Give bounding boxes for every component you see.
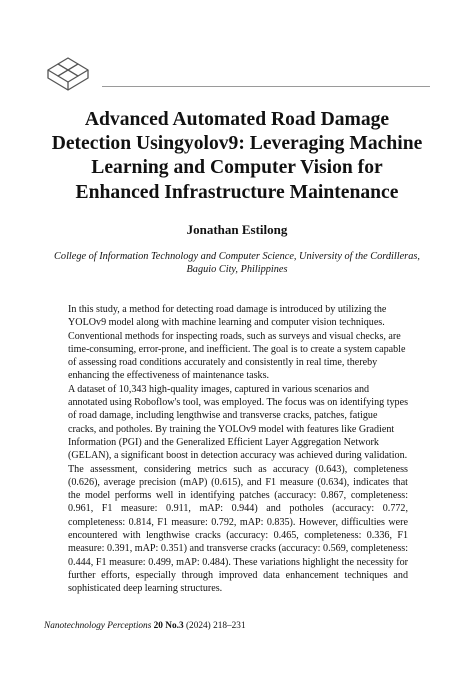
title-line: Advanced Automated Road Damage — [84, 109, 390, 130]
cube-logo-icon — [44, 56, 92, 92]
abstract — [68, 303, 408, 596]
author-affiliation — [36, 250, 438, 277]
affiliation-line: College of Information Technology and Computer Science, University of the Cordilleras, — [54, 251, 420, 262]
title-line: Learning and Computer Vision for — [91, 157, 383, 179]
abstract-paragraph: In this study, a method for detecting road damage is introduced by utilizing the YOLOv9 model along with machine learning and computer vision techniques. Conventional methods for inspecting roads, such as surveys and visual checks, are time-consuming, error-prone, and inefficient. The goal is to create a system capable of assessing road conditions accurately and consistently in real time, thereby enhancing the effectiveness of maintenance tasks. — [68, 304, 406, 382]
abstract-paragraph: A dataset of 10,343 high-quality images, captured in various scenarios and annotated using Roboflow's tool, was employed. The focus was on identifying types of road damage, including lengthwise and transverse cracks, patches, fatigue cracks, and potholes. By training the YOLOv9 model with features like Gradient Information (PGI) and the Generalized Efficient Layer Aggregation Network (GELAN), a significant boost in detection accuracy was achieved during validation. — [68, 383, 409, 462]
affiliation-line: Baguio City, Philippines — [186, 264, 288, 276]
journal-name: Nanotechnology Perceptions — [44, 621, 152, 631]
journal-citation — [44, 621, 246, 631]
title-line: Detection Usingyolov9: Leveraging Machine — [51, 133, 423, 155]
journal-issue: No.3 — [165, 621, 184, 631]
abstract-paragraph: The assessment, considering metrics such as accuracy (0.643), completeness (0.626), average precision (mAP) (0.615), and F1 measure (0.634), indicates that the model performs well in identifying patches (accuracy: 0.867, completeness: 0.961, F1 measure: 0.911, mAP: 0.944) and potholes (accuracy: 0.772, completeness: 0.814, F1 measure: 0.792, mAP: 0.835). However, difficulties were encountered with lengthwise cracks (accuracy: 0.465, completeness: 0.336, F1 measure: 0.391, mAP: 0.351) and transverse cracks (accuracy: 0.569, completeness: 0.444, F1 measure: 0.499, mAP: 0.484). These variations highlight the necessity for further efforts, especially through improved data enhancement techniques and sophisticated deep learning structures. — [68, 463, 408, 595]
paper-title — [30, 108, 444, 205]
title-line: Enhanced Infrastructure Maintenance — [75, 181, 399, 203]
header-rule — [102, 86, 430, 87]
author-name: Jonathan Estilong — [186, 222, 288, 237]
journal-pages: (2024) 218–231 — [185, 621, 246, 631]
journal-volume: 20 — [153, 621, 163, 631]
